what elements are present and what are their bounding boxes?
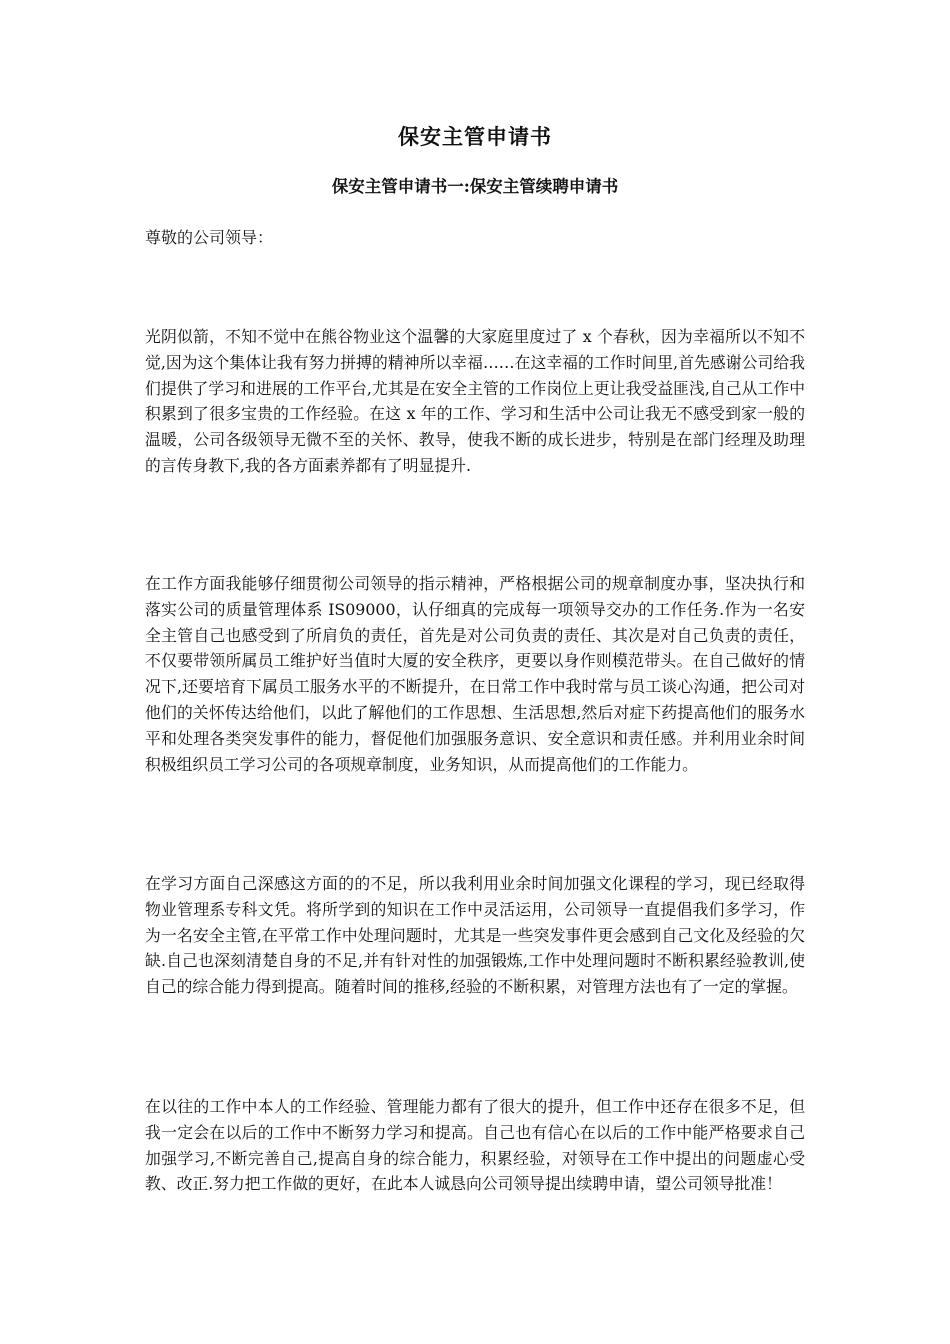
paragraph-work: 在工作方面我能够仔细贯彻公司领导的指示精神，严格根据公司的规章制度办事，坚决执行和落实公司的质量管理体系 IS09000，认仔细真的完成每一项领导交办的工作任务.作为一名安全主管自己也感受到了所肩负的责任，首先是对公司负责的责任、其次是对自己负责的责任，不仅要带领所属员工维护好当值时大厦的安全秩序，更要以身作则模范带头。在自己做好的情况下,还要培育下属员工服务水平的不断提升，在日常工作中我时常与员工谈心沟通，把公司对他们的关怀传达给他们，以此了解他们的工作思想、生活思想,然后对症下药提高他们的服务水平和处理各类突发事件的能力，督促他们加强服务意识、安全意识和责任感。并利用业余时间积极组织员工学习公司的各项规章制度，业务知识，从而提高他们的工作能力。: [145, 574, 805, 774]
paragraph-study: 在学习方面自己深感这方面的的不足，所以我利用业余时间加强文化课程的学习，现已经取得物业管理系专科文凭。将所学到的知识在工作中灵活运用，公司领导一直提倡我们多学习，作为一名安全主管,在平常工作中处理问题时，尤其是一些突发事件更会感到自己文化及经验的欠缺.自己也深刻清楚自身的不足,并有针对性的加强锻炼,工作中处理问题时不断积累经验教训,使自己的综合能力得到提高。随着时间的推移,经验的不断积累，对管理方法也有了一定的掌握。: [145, 874, 805, 997]
paragraph-closing: 在以往的工作中本人的工作经验、管理能力都有了很大的提升，但工作中还存在很多不足，但我一定会在以后的工作中不断努力学习和提高。自己也有信心在以后的工作中能严格要求自己加强学习,不断完善自己,提高自身的综合能力，积累经验，对领导在工作中提出的问题虚心受教、改正.努力把工作做的更好，在此本人诚恳向公司领导提出续聘申请，望公司领导批准！: [145, 1097, 805, 1194]
document-subtitle: 保安主管申请书一:保安主管续聘申请书: [331, 177, 619, 196]
paragraph-intro: 光阴似箭，不知不觉中在熊谷物业这个温馨的大家庭里度过了 x 个春秋，因为幸福所以不知不觉,因为这个集体让我有努力拼搏的精神所以幸福……在这幸福的工作时间里,首先感谢公司给我们提供了学习和进展的工作平台,尤其是在安全主管的工作岗位上更让我受益匪浅,自己从工作中积累到了很多宝贵的工作经验。在这 x 年的工作、学习和生活中公司让我无不感受到家一般的温暖，公司各级领导无微不至的关怀、教导，使我不断的成长进步，特别是在部门经理及助理的言传身教下,我的各方面素养都有了明显提升.: [145, 327, 805, 475]
salutation: 尊敬的公司领导：: [145, 228, 274, 247]
document-title: 保安主管申请书: [398, 124, 552, 149]
